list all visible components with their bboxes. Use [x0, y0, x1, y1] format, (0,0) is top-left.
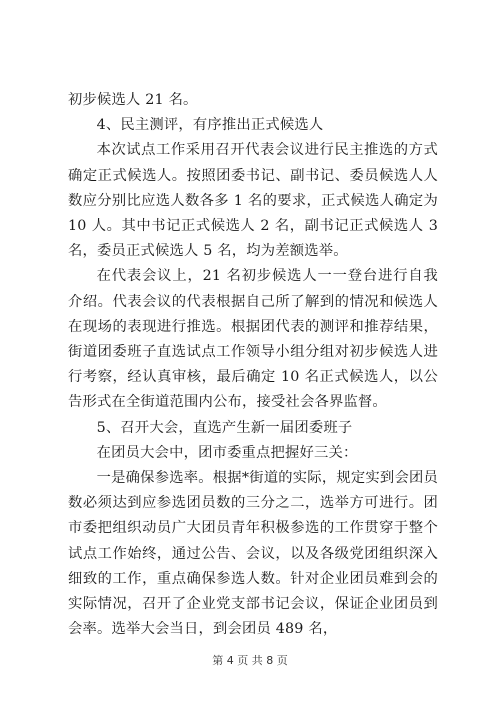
- document-body: [68, 88, 438, 642]
- section-heading-4: 4、民主测评，有序推出正式候选人: [96, 117, 324, 134]
- paragraph-1: 初步候选人 21 名。: [68, 92, 198, 108]
- section-heading-5: 5、召开大会，直选产生新一届团委班子: [96, 419, 353, 436]
- page-number-footer: 第 4 页 共 8 页: [212, 654, 288, 667]
- paragraph-4: 在代表会议上，21 名初步候选人一一登台进行自我介绍。代表会议的代表根据自己所了解到的情况和候选人在现场的表现进行推选。根据团代表的测评和推荐结果，街道团委班子直选试点工作领导小组分组对初步候选人进行考察，经认真审核，最后确定 10 名正式候选人，以公告形式在全街道范围内公布，接受社会各界监督。: [68, 268, 438, 411]
- paragraph-3: 本次试点工作采用召开代表会议进行民主推选的方式确定正式候选人。按照团委书记、副书记、委员候选人人数应分别比应选人数各多 1 名的要求，正式候选人确定为 10 人。其中书记正式候选人 2 名，副书记正式候选人 3 名，委员正式候选人 5 名，均为差额选举。: [68, 142, 438, 260]
- paragraph-7: 一是确保参选率。根据*街道的实际，规定实到会团员数必须达到应参选团员数的三分之二，选举方可进行。团市委把组织动员广大团员青年积极参选的工作贯穿于整个试点工作始终，通过公告、会议，以及各级党团组织深入细致的工作，重点确保参选人数。针对企业团员难到会的实际情况，召开了企业党支部书记会议，保证企业团员到会率。选举大会当日，到会团员 489 名，: [68, 470, 438, 638]
- paragraph-6: 在团员大会中，团市委重点把握好三关：: [96, 444, 358, 461]
